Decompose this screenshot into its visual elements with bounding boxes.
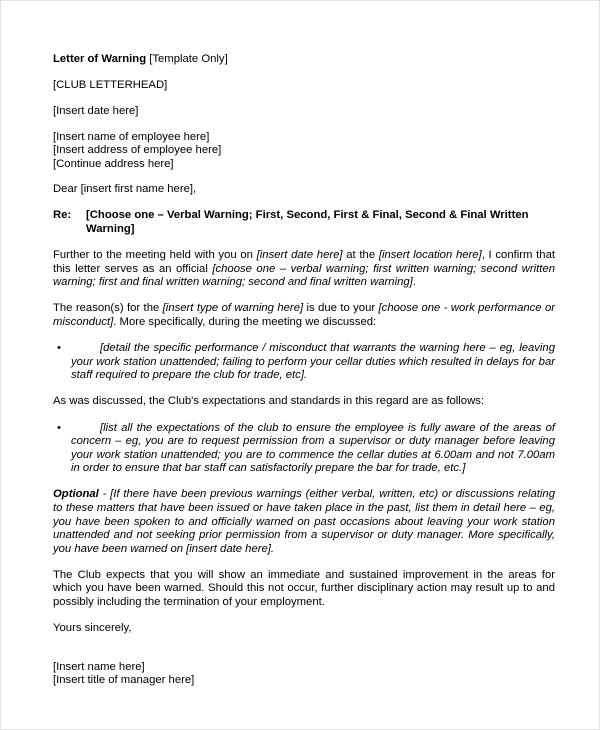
list-item [53, 422, 555, 476]
paragraph-expectations-intro: As was discussed, the Club's expectations and standards in this regard are as follows: [53, 395, 485, 408]
spacer [53, 119, 555, 132]
subject-line [53, 209, 555, 236]
document-title-suffix: [Template Only] [146, 53, 228, 65]
closing-salutation: Yours sincerely, [53, 622, 132, 635]
spacer [53, 556, 555, 569]
p2-part1: The reason(s) for the [53, 302, 163, 315]
spacer [53, 330, 555, 343]
paragraph-reasons [53, 302, 555, 329]
spacer [53, 237, 555, 250]
spacer [53, 476, 555, 489]
spacer [53, 197, 555, 210]
subject-label: Re: [53, 209, 72, 222]
p1-date-placeholder: [insert date here] [256, 249, 343, 262]
spacer [53, 93, 555, 106]
list-item [53, 342, 555, 383]
spacer [53, 290, 555, 303]
paragraph-expectation-warning: The Club expects that you will show an immediate and sustained improvement in the areas for which you have been warned. Should this not occur, further disciplinary action may result up to and possibly including the termination of your employment. [53, 568, 555, 609]
club-letterhead: [CLUB LETTERHEAD] [53, 79, 168, 92]
date-placeholder: [Insert date here] [53, 105, 139, 118]
paragraph-meeting-reference [53, 249, 555, 290]
p1-part1: Further to the meeting held with you on [53, 249, 257, 262]
signature-space [53, 636, 555, 661]
salutation: Dear [insert first name here], [53, 183, 197, 196]
document-title-bold: Letter of Warning [53, 53, 147, 65]
signature-title: [Insert title of manager here] [53, 673, 195, 686]
recipient-address: [Insert address of employee here] [53, 144, 222, 157]
p1-warning-type-placeholder: [choose one – verbal warning; first written warning; second written warning; first and final written warning; second and final written warning] [53, 262, 555, 289]
bullet-marker-icon: • [57, 342, 61, 355]
p2-choose-one-placeholder: [choose one - work performance or misconduct] [53, 302, 556, 329]
list-item-text: [detail the specific performance / misconduct that warrants the warning here – eg, leaving your work station unattended; failing to perform your cellar duties which resulted in delays for bar staff required to prepare the club for trade, etc]. [71, 342, 555, 382]
signature-block [53, 661, 555, 687]
spacer [53, 383, 555, 396]
spacer [53, 409, 555, 422]
p1-part5: , I confirm that this letter serves as an official [53, 249, 555, 275]
document-body [53, 53, 555, 687]
spacer [53, 67, 555, 80]
recipient-address-block [53, 131, 555, 171]
p2-part3: is due to your [303, 302, 379, 315]
recipient-address-continued: [Continue address here] [53, 157, 174, 170]
p2-part5: . More specifically, during the meeting we discussed: [113, 316, 377, 329]
p1-part7: . [412, 276, 416, 289]
p1-location-placeholder: [insert location here] [378, 249, 482, 262]
list-item-text: [list all the expectations of the club to ensure the employee is fully aware of the areas of concern – eg, you are to request permission from a supervisor or duty manager before leaving your work station unattended; you are to commence the cellar duties at 6.00am and not 7.00am in order to ensure that bar staff can satisfactorily prepare the bar for trade, etc.] [71, 421, 555, 475]
optional-label: Optional [53, 488, 99, 501]
spacer [53, 610, 555, 623]
paragraph-optional [53, 488, 555, 556]
document-title [53, 53, 555, 67]
p2-warning-type-placeholder: [insert type of warning here] [162, 302, 304, 315]
recipient-name: [Insert name of employee here] [53, 131, 210, 144]
bullet-marker-icon: • [57, 421, 61, 434]
subject-text: [Choose one – Verbal Warning; First, Second, First & Final, Second & Final Written Warning] [86, 209, 529, 236]
optional-text: - [If there have been previous warnings (either verbal, written, etc) or discussions relating to these matters that have been issued or have taken place in the past, list them in detail here – eg, you have been spoken to and officially warned on past occasions about leaving your work station unattended and not seeking prior permission from a supervisor or duty manager. More specifically, you have been warned on [insert date here]. [53, 488, 555, 555]
spacer [53, 171, 555, 184]
signature-name: [Insert name here] [53, 660, 145, 673]
p1-part3: at the [342, 249, 379, 262]
